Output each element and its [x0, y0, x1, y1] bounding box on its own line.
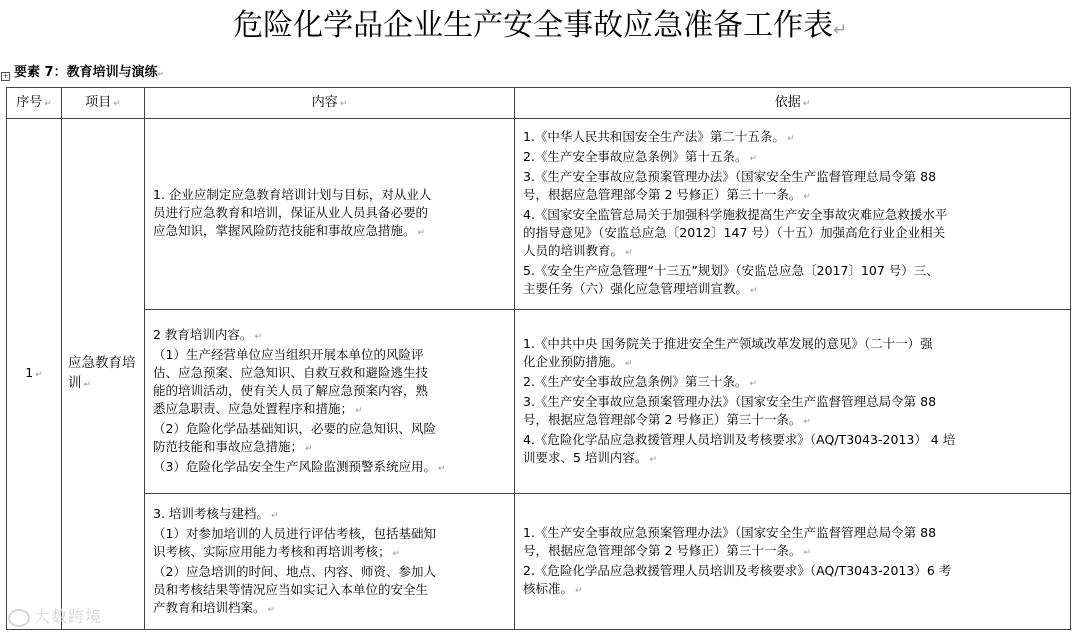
- basis-line: 1.《中华人民共和国安全生产法》第二十五条。 ↵: [523, 129, 795, 144]
- basis-line: 2.《生产安全事故应急条例》第十五条。 ↵: [523, 149, 757, 164]
- basis-line: 1.《生产安全事故应急预案管理办法》（国家安全生产监督管理总局令第 88: [523, 524, 937, 540]
- content-line: （1）生产经营单位应当组织开展本单位的风险评: [153, 346, 424, 362]
- content-line: （2）应急培训的时间、地点、内容、师资、参加人: [153, 563, 436, 579]
- content-line: 防范技能和事故应急措施； ↵: [153, 438, 313, 454]
- content-line: （3）危险化学品安全生产风险监测预警系统应用。 ↵: [153, 458, 446, 474]
- content-line: 识考核、实际应用能力考核和再培训考核； ↵: [153, 543, 401, 559]
- row-item: 应急教育培训 ↵: [62, 119, 145, 630]
- basis-line: 1.《中共中央 国务院关于推进安全生产领域改革发展的意见》（二十一）强: [523, 335, 933, 351]
- basis-cell-2: [515, 310, 1071, 494]
- header-item: 项目 ↵: [62, 88, 145, 119]
- basis-line: 人员的培训教育。 ↵: [523, 243, 633, 258]
- document-title: 危险化学品企业生产安全事故应急准备工作表↵: [233, 8, 847, 43]
- header-no: 序号 ↵: [7, 88, 62, 119]
- watermark: 大数跨境: [8, 604, 102, 627]
- content-line: 悉应急职责、应急处置程序和措施； ↵: [153, 400, 363, 416]
- content-cell-2: [145, 310, 515, 494]
- basis-cell-1: [515, 119, 1071, 310]
- content-line: 能的培训活动，使有关人员了解应急预案内容，熟: [153, 382, 429, 398]
- header-basis: 依据 ↵: [515, 88, 1071, 119]
- table-row: [7, 494, 1071, 630]
- table-header-row: [7, 88, 1071, 119]
- content-line: （2）危险化学品基础知识，必要的应急知识、风险: [153, 420, 436, 436]
- content-line: 估、应急预案、应急知识、自救互救和避险逃生技: [153, 364, 429, 380]
- basis-line: 的指导意见》（安监总应急〔2012〕147 号）（十五）加强高危行业企业相关: [523, 225, 946, 240]
- basis-line: 2.《危险化学品应急救援管理人员培训及考核要求》（AQ/T3043-2013）6 考: [523, 562, 952, 578]
- content-line: 员进行应急教育和培训，保证从业人员具备必要的: [153, 205, 429, 220]
- basis-line: 3.《生产安全事故应急预案管理办法》（国家安全生产监督管理总局令第 88: [523, 169, 937, 184]
- content-line: 3. 培训考核与建档。 ↵: [153, 505, 279, 521]
- basis-line: 训要求、5 培训内容。 ↵: [523, 449, 657, 465]
- content-line: （1）对参加培训的人员进行评估考核，包括基础知: [153, 525, 436, 541]
- content-line: 员和考核结果等情况应当如实记入本单位的安全生: [153, 581, 429, 597]
- table-row: [7, 119, 1071, 310]
- basis-line: 3.《生产安全事故应急预案管理办法》（国家安全生产监督管理总局令第 88: [523, 393, 937, 409]
- preparedness-table: [6, 87, 1071, 630]
- content-cell-3: [145, 494, 515, 630]
- row-number: 1 ↵: [7, 119, 62, 630]
- basis-cell-3: [515, 494, 1071, 630]
- basis-line: 号，根据应急管理部令第 2 号修正）第三十一条。 ↵: [523, 542, 811, 558]
- table-row: [7, 310, 1071, 494]
- basis-line: 号，根据应急管理部令第 2 号修正）第三十一条。 ↵: [523, 187, 811, 202]
- basis-line: 4.《国家安全监管总局关于加强科学施救提高生产安全事故灾难应急救援水平: [523, 207, 948, 222]
- basis-line: 核标准。 ↵: [523, 580, 583, 596]
- basis-line: 号，根据应急管理部令第 2 号修正）第三十一条。 ↵: [523, 411, 811, 427]
- basis-line: 化企业预防措施。 ↵: [523, 353, 633, 369]
- content-line: 1. 企业应制定应急教育培训计划与目标，对从业人: [153, 187, 432, 202]
- content-line: 应急知识，掌握风险防范技能和事故应急措施。 ↵: [153, 223, 426, 238]
- table-anchor-icon[interactable]: +: [2, 72, 9, 80]
- section-subtitle: 要素 7：教育培训与演练↵: [14, 65, 164, 80]
- content-cell-1: [145, 119, 515, 310]
- content-line: 产教育和培训档案。 ↵: [153, 599, 276, 615]
- basis-line: 2.《生产安全事故应急条例》第三十条。 ↵: [523, 373, 757, 389]
- basis-line: 主要任务（六）强化应急管理培训宣教。 ↵: [523, 281, 758, 296]
- content-line: 2 教育培训内容。 ↵: [153, 326, 262, 342]
- watermark-logo-icon: [8, 609, 30, 627]
- basis-line: 5.《安全生产应急管理“十三五”规划》（安监总应急〔2017〕107 号）三、: [523, 263, 939, 278]
- header-content: 内容 ↵: [145, 88, 515, 119]
- basis-line: 4.《危险化学品应急救援管理人员培训及考核要求》（AQ/T3043-2013） 4 培: [523, 431, 956, 447]
